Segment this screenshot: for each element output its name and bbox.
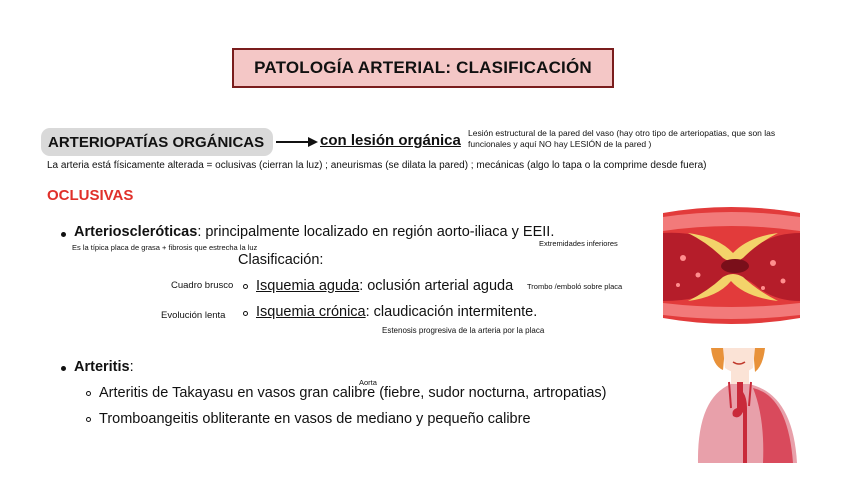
isquemia-aguda-line: [256, 278, 513, 294]
isquemia-cronica-line: [256, 304, 537, 320]
section-title: OCLUSIVAS: [47, 187, 134, 204]
arterioscleroticas-term: Arterioscleróticas: [74, 224, 198, 240]
page-title-text: PATOLOGÍA ARTERIAL: CLASIFICACIÓN: [254, 58, 592, 77]
isquemia-cronica-term: Isquemia crónica: [256, 304, 366, 320]
isquemia-aguda-term: Isquemia aguda: [256, 278, 360, 294]
lesion-note: Lesión estructural de la pared del vaso (hay otro tipo de arteriopatias, que son las funcionales y aquí NO hay LESIÓN de la pared ): [468, 128, 776, 149]
trombo-note: Trombo /emboló sobre placa: [527, 282, 623, 291]
bullet-icon: [61, 366, 66, 371]
evolucion-lenta-label: Evolución lenta: [161, 310, 226, 321]
category-pill-label: ARTERIOPATÍAS ORGÁNICAS: [48, 133, 265, 151]
clasificacion-label: Clasificación:: [238, 252, 324, 268]
arteritis-colon: :: [129, 359, 134, 375]
lesion-heading: con lesión orgánica: [320, 132, 461, 149]
cuadro-brusco-label: Cuadro brusco: [171, 280, 234, 291]
tromboangeitis-line: Tromboangeitis obliterante en vasos de mediano y pequeño calibre: [99, 411, 531, 427]
description-text: La arteria está físicamente alterada = oclusivas (cierran la luz) ; aneurismas (se dilata la pared) ; mecánicas (algo lo tapa o la comprime desde fuera): [47, 160, 707, 171]
arteritis-term: Arteritis: [74, 359, 130, 375]
circle-bullet-icon: [243, 311, 248, 316]
bullet-icon: [61, 232, 66, 237]
arteritis-line: [74, 359, 134, 375]
arterioscleroticas-line: [74, 224, 554, 240]
category-pill: [41, 128, 273, 156]
circle-bullet-icon: [243, 284, 248, 289]
takayasu-line: Arteritis de Takayasu en vasos gran calibre (fiebre, sudor nocturna, artropatias): [99, 385, 607, 401]
aorta-note: Aorta: [359, 378, 377, 387]
circle-bullet-icon: [86, 391, 91, 396]
page-title: [232, 48, 614, 88]
arterioscleroticas-rest: : principalmente localizado en región aorto-iliaca y EEII.: [197, 224, 555, 240]
isquemia-cronica-rest: : claudicación intermitente.: [365, 304, 538, 320]
artery-plaque-illustration: [663, 203, 800, 326]
isquemia-aguda-rest: : oclusión arterial aguda: [359, 278, 514, 294]
arrow-right-icon: [276, 135, 318, 149]
plaque-note: Es la típica placa de grasa + fibrosis que estrecha la luz: [72, 243, 258, 252]
estenosis-note: Estenosis progresiva de la arteria por la placa: [382, 326, 545, 335]
aorta-anatomy-illustration: [693, 348, 801, 463]
eeii-note: Extremidades inferiores: [539, 239, 618, 248]
circle-bullet-icon: [86, 417, 91, 422]
